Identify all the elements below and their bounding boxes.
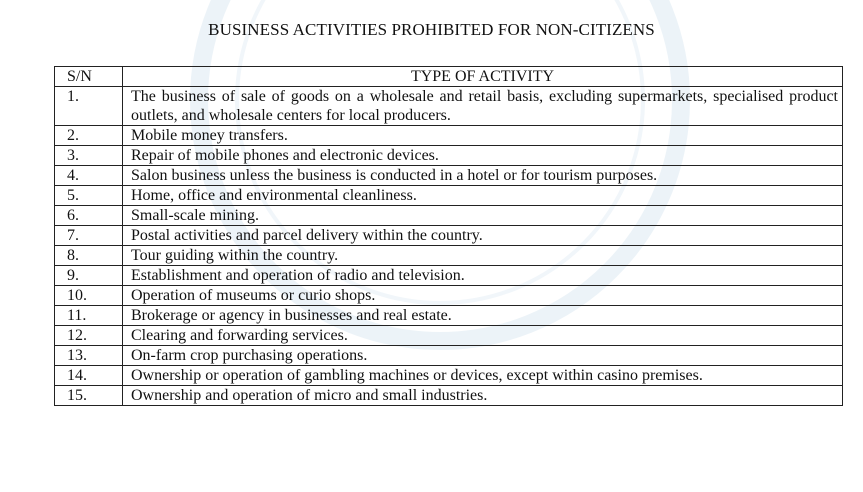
row-activity: Small-scale mining. <box>123 206 843 226</box>
row-number: 2. <box>55 126 123 146</box>
row-activity: The business of sale of goods on a wholesale and retail basis, excluding supermarkets, specialised product outlets, and wholesale centers for local producers. <box>123 87 843 126</box>
table-header-row <box>55 67 843 87</box>
row-number: 5. <box>55 186 123 206</box>
row-activity: Home, office and environmental cleanliness. <box>123 186 843 206</box>
table-row <box>55 266 843 286</box>
row-number: 6. <box>55 206 123 226</box>
table-row <box>55 346 843 366</box>
row-number: 8. <box>55 246 123 266</box>
row-number: 13. <box>55 346 123 366</box>
table-row <box>55 186 843 206</box>
table-row <box>55 246 843 266</box>
row-activity: Clearing and forwarding services. <box>123 326 843 346</box>
row-activity: Ownership and operation of micro and small industries. <box>123 386 843 406</box>
table-row <box>55 146 843 166</box>
row-activity: Operation of museums or curio shops. <box>123 286 843 306</box>
table-row <box>55 206 843 226</box>
table-row <box>55 166 843 186</box>
row-activity: Salon business unless the business is conducted in a hotel or for tourism purposes. <box>123 166 843 186</box>
row-number: 12. <box>55 326 123 346</box>
row-activity: Ownership or operation of gambling machines or devices, except within casino premises. <box>123 366 843 386</box>
table-row <box>55 386 843 406</box>
table-row <box>55 366 843 386</box>
row-activity: Mobile money transfers. <box>123 126 843 146</box>
table-row <box>55 326 843 346</box>
row-number: 14. <box>55 366 123 386</box>
row-activity: Brokerage or agency in businesses and real estate. <box>123 306 843 326</box>
header-type-of-activity: TYPE OF ACTIVITY <box>123 67 843 87</box>
row-number: 15. <box>55 386 123 406</box>
row-activity: Tour guiding within the country. <box>123 246 843 266</box>
table-row <box>55 226 843 246</box>
table-row <box>55 87 843 126</box>
row-activity: Establishment and operation of radio and television. <box>123 266 843 286</box>
row-number: 3. <box>55 146 123 166</box>
header-sn: S/N <box>55 67 123 87</box>
row-number: 7. <box>55 226 123 246</box>
row-activity: Repair of mobile phones and electronic devices. <box>123 146 843 166</box>
row-activity: On-farm crop purchasing operations. <box>123 346 843 366</box>
row-number: 4. <box>55 166 123 186</box>
activities-table <box>54 66 843 406</box>
table-row <box>55 286 843 306</box>
table-row <box>55 126 843 146</box>
row-number: 10. <box>55 286 123 306</box>
row-number: 9. <box>55 266 123 286</box>
row-activity: Postal activities and parcel delivery within the country. <box>123 226 843 246</box>
page-title: BUSINESS ACTIVITIES PROHIBITED FOR NON-CITIZENS <box>208 20 655 39</box>
row-number: 11. <box>55 306 123 326</box>
table-row <box>55 306 843 326</box>
row-number: 1. <box>55 87 123 126</box>
